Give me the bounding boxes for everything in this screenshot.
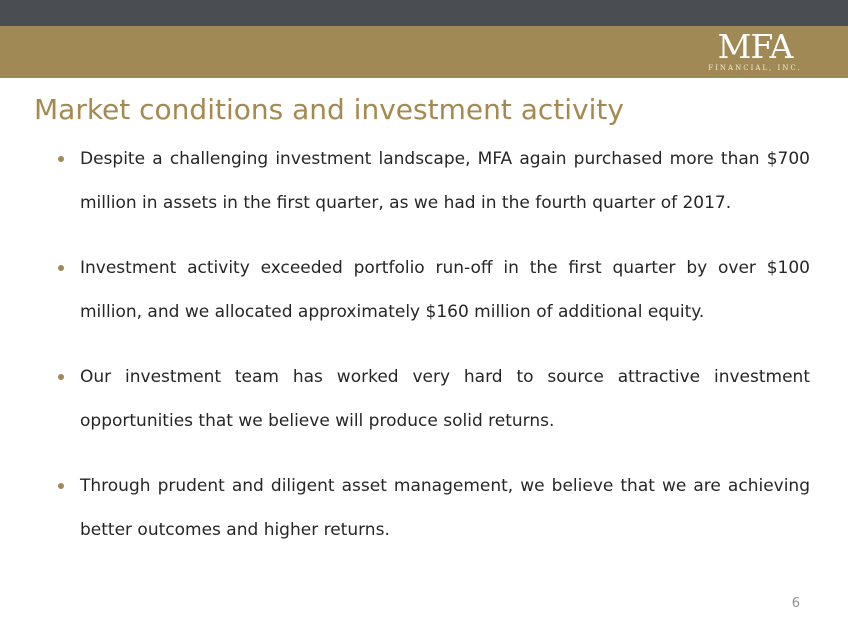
bullet-marker-icon [58,265,64,271]
bullet-marker-icon [58,483,64,489]
page-number: 6 [791,596,800,611]
company-logo [700,27,810,73]
bullet-list [58,137,810,573]
bullet-item [58,246,810,334]
slide-title: Market conditions and investment activity [34,93,624,126]
header-top-band [0,0,848,26]
bullet-marker-icon [58,156,64,162]
logo-subtitle: FINANCIAL, INC. [708,64,802,72]
bullet-item [58,137,810,225]
bullet-marker-icon [58,374,64,380]
bullet-item [58,355,810,443]
bullet-text: Investment activity exceeded portfolio run-off in the first quarter by over $100 million, and we allocated approximately $160 million of additional equity. [80,258,810,322]
bullet-text: Through prudent and diligent asset management, we believe that we are achieving better outcomes and higher returns. [80,476,810,540]
logo-mark: MFA [717,27,793,66]
bullet-text: Despite a challenging investment landscape, MFA again purchased more than $700 million in assets in the first quarter, as we had in the fourth quarter of 2017. [80,149,810,213]
bullet-text: Our investment team has worked very hard to source attractive investment opportunities that we believe will produce solid returns. [80,367,810,431]
bullet-item [58,464,810,552]
